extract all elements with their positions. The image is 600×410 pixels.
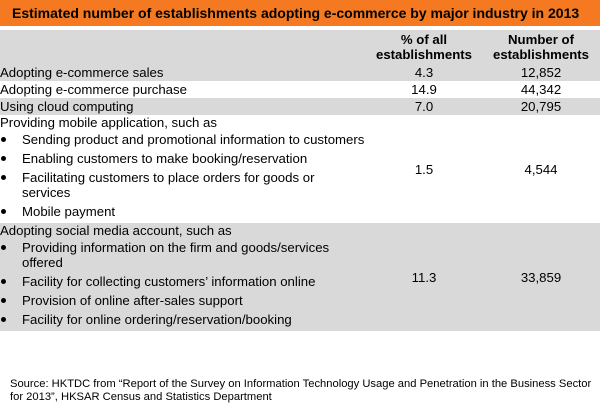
row-percent: 4.3	[414, 65, 434, 80]
row-percent: 11.3	[411, 269, 437, 285]
list-item	[0, 204, 366, 219]
table-row	[0, 64, 600, 81]
list-item-text: Enabling customers to make booking/reservation	[22, 151, 308, 166]
list-item-text: Provision of online after-sales support	[22, 293, 243, 308]
row-count: 33,859	[520, 269, 562, 285]
row-count: 4,544	[524, 161, 558, 177]
group-heading: Adopting social media account, such as	[0, 223, 232, 238]
bullet-list	[0, 132, 366, 219]
column-header-count: Number of establishments	[492, 32, 589, 62]
row-count: 12,852	[520, 65, 562, 80]
list-item-text: Facility for online ordering/reservation/booking	[22, 312, 292, 327]
group-cell-mobile	[0, 115, 366, 223]
row-label: Adopting e-commerce sales	[0, 65, 164, 80]
table-row	[0, 81, 600, 98]
list-item-text: Facility for collecting customers’ information online	[22, 274, 316, 289]
bullet-icon	[1, 209, 6, 214]
column-header-label	[0, 30, 366, 64]
table-row	[0, 98, 600, 115]
list-item	[0, 151, 366, 166]
bullet-icon	[1, 156, 6, 161]
list-item	[0, 240, 366, 270]
row-label: Adopting e-commerce purchase	[0, 82, 187, 97]
list-item	[0, 312, 366, 327]
list-item	[0, 274, 366, 289]
column-header-percent: % of all establishments	[375, 32, 472, 62]
row-percent: 7.0	[414, 99, 434, 114]
list-item-text: Sending product and promotional information to customers	[22, 132, 365, 147]
row-label: Using cloud computing	[0, 99, 134, 114]
source-note: Source: HKTDC from “Report of the Survey on Information Technology Usage and Penetration in the Business Sector for 2013”, HKSAR Census and Statistics Department	[10, 378, 592, 403]
list-item	[0, 293, 366, 308]
establishments-table	[0, 30, 600, 331]
bullet-icon	[1, 245, 6, 250]
table-title: Estimated number of establishments adopting e-commerce by major industry in 2013	[0, 0, 600, 26]
list-item-text: Mobile payment	[22, 204, 116, 219]
row-count: 44,342	[520, 82, 562, 97]
row-count: 20,795	[520, 99, 562, 114]
bullet-icon	[1, 298, 6, 303]
group-heading: Providing mobile application, such as	[0, 115, 217, 130]
bullet-icon	[1, 137, 6, 142]
bullet-icon	[1, 317, 6, 322]
header-row	[0, 30, 600, 64]
row-percent: 14.9	[411, 82, 437, 97]
list-item	[0, 132, 366, 147]
row-percent: 1.5	[414, 161, 434, 177]
list-item-text: Providing information on the firm and goods/services offered	[22, 240, 330, 270]
bullet-icon	[1, 175, 6, 180]
bullet-list	[0, 240, 366, 327]
list-item	[0, 170, 366, 200]
table-row-group	[0, 115, 600, 223]
list-item-text: Facilitating customers to place orders for goods or services	[22, 170, 315, 200]
table-row-group	[0, 223, 600, 331]
bullet-icon	[1, 279, 6, 284]
group-cell-social	[0, 223, 366, 331]
